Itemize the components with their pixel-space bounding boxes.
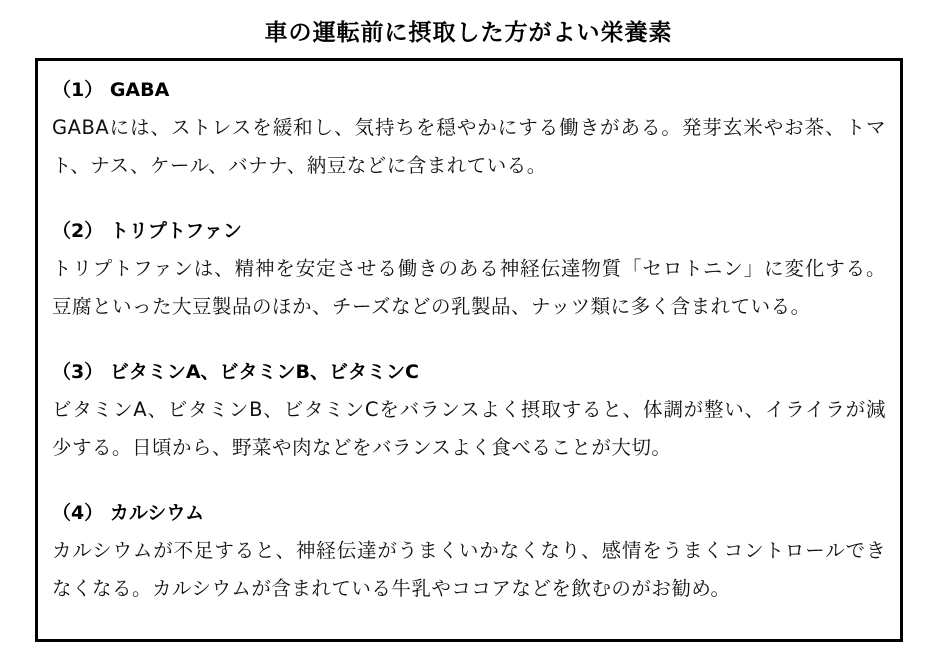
section-body-gaba: GABAには、ストレスを緩和し、気持ちを穏やかにする働きがある。発芽玄米やお茶、トマト、ナス、ケール、バナナ、納豆などに含まれている。 bbox=[52, 116, 886, 177]
section-tryptophan bbox=[52, 212, 886, 326]
section-heading-calcium: （4） カルシウム bbox=[52, 502, 205, 524]
section-heading-vitamins: （3） ビタミンA、ビタミンB、ビタミンC bbox=[52, 361, 419, 383]
section-body-vitamins: ビタミンA、ビタミンB、ビタミンCをバランスよく摂取すると、体調が整い、イライラが減少する。日頃から、野菜や肉などをバランスよく食べることが大切。 bbox=[52, 398, 886, 459]
nutrients-content-box bbox=[35, 58, 903, 642]
section-gaba bbox=[52, 71, 886, 185]
page-title: 車の運転前に摂取した方がよい栄養素 bbox=[264, 20, 673, 46]
section-heading-gaba: （1） GABA bbox=[52, 79, 170, 101]
section-vitamins bbox=[52, 353, 886, 467]
section-calcium bbox=[52, 494, 886, 608]
section-heading-tryptophan: （2） トリプトファン bbox=[52, 220, 242, 242]
section-body-tryptophan: トリプトファンは、精神を安定させる働きのある神経伝達物質「セロトニン」に変化する。豆腐といった大豆製品のほか、チーズなどの乳製品、ナッツ類に多く含まれている。 bbox=[52, 257, 886, 318]
section-body-calcium: カルシウムが不足すると、神経伝達がうまくいかなくなり、感情をうまくコントロールできなくなる。カルシウムが含まれている牛乳やココアなどを飲むのがお勧め。 bbox=[52, 539, 886, 600]
